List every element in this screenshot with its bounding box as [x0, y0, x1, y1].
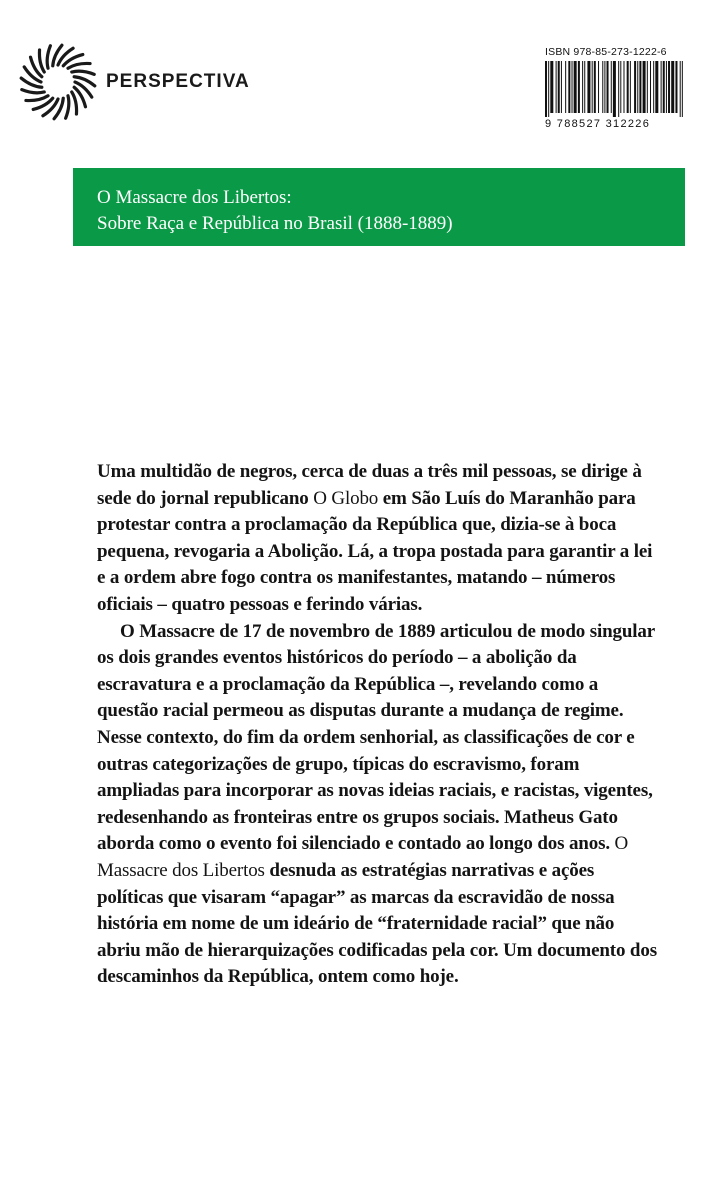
barcode-bar — [620, 61, 621, 113]
barcode-bar — [598, 61, 599, 113]
logo-ray — [72, 71, 94, 74]
barcode-bar — [592, 61, 593, 113]
barcode-bar — [572, 61, 573, 113]
barcode-bar — [568, 61, 570, 113]
barcode-bar — [663, 61, 665, 113]
isbn-barcode-block — [545, 46, 689, 130]
barcode-bar — [623, 61, 624, 113]
barcode-bar — [613, 61, 616, 117]
blurb-paragraph-2 — [97, 619, 657, 991]
logo-ray — [68, 63, 90, 68]
barcode-bar — [565, 61, 566, 113]
barcode-bar — [675, 61, 677, 113]
barcode-bar — [671, 61, 674, 113]
barcode-bar — [618, 61, 619, 117]
barcode-bar — [556, 61, 557, 113]
barcode-bar — [578, 61, 580, 113]
blurb-p1-text-a: Uma multidão de negros, cerca de duas a três mil pessoas, se dirige à sede do jornal republicano — [97, 461, 642, 509]
barcode-bar — [680, 61, 681, 117]
barcode-bar — [574, 61, 577, 113]
barcode-bar — [558, 61, 560, 113]
barcode-bar — [634, 61, 636, 113]
barcode-digits: 9 788527 312226 — [545, 118, 651, 130]
barcode-bar — [582, 61, 583, 113]
blurb-p2-text-a: O Massacre de 17 de novembro de 1889 articulou de modo singular os dois grandes eventos históricos do período – a abolição da escravatura e a proclamação da República –, revelando como a questão racial permeou as disputas durante a mudança de regime. Nesse contexto, do fim da ordem senhorial, as classificações de cor e outras categorizações de grupo, típicas do escravismo, foram ampliadas para incorporar as novas ideias raciais, e racistas, vigentes, redesenhando as fronteiras entre os grupos sociais. Matheus Gato aborda como o evento foi silenciado e contado ao longo dos anos. — [97, 620, 655, 855]
barcode-bar — [643, 61, 646, 113]
barcode-bar — [607, 61, 609, 113]
logo-ray — [72, 92, 77, 114]
barcode-graphic — [545, 61, 685, 117]
barcode-bar — [655, 61, 658, 113]
barcode-bar — [594, 61, 596, 113]
blurb-p1-text-c: em São Luís do Maranhão para protestar contra a proclamação da República que, dizia-se à boca pequena, revogaria a Abolição. Lá, a tropa postada para garantir a lei e a ordem abre fogo contra os manifestantes, matando – números oficiais – quatro pessoas e ferindo várias. — [97, 487, 653, 615]
barcode-bar — [545, 61, 547, 117]
barcode-bar — [611, 61, 612, 113]
blurb-p2-book-title: O Massacre dos Libertos — [97, 833, 629, 881]
radial-sunburst-logo-icon — [18, 42, 98, 122]
barcode-bar — [630, 61, 631, 113]
barcode-bar — [666, 61, 667, 113]
logo-ray — [22, 90, 44, 93]
barcode-bar — [650, 61, 651, 113]
barcode-bar — [604, 61, 605, 113]
barcode-bar — [561, 61, 562, 113]
barcode-bar — [627, 61, 629, 113]
barcode-bar — [647, 61, 648, 113]
barcode-bar — [550, 61, 553, 113]
barcode-bar — [637, 61, 638, 113]
barcode-bar — [661, 61, 662, 113]
blurb-p1-newspaper-title: O Globo — [313, 487, 379, 509]
title-line-1: O Massacre dos Libertos: — [97, 187, 292, 208]
barcode-bar — [584, 61, 585, 113]
logo-ray — [39, 50, 44, 72]
blurb-p2-text-c: desnuda as estratégias narrativas e ações políticas que visaram “apagar” as marcas da escravidão de nossa história em nome de um ideário de “fraternidade racial” que não abriu mão de hierarquizações codificadas pela cor. Um documento dos descaminhos da República, ontem como hoje. — [97, 859, 657, 988]
barcode-bar — [639, 61, 641, 113]
isbn-label: ISBN 978-85-273-1222-6 — [545, 46, 667, 58]
title-line-2: Sobre Raça e República no Brasil (1888-1889) — [97, 213, 453, 234]
logo-ray — [47, 46, 50, 68]
back-cover-blurb — [97, 459, 657, 991]
barcode-bar — [682, 61, 683, 117]
blurb-paragraph-1 — [97, 459, 657, 619]
barcode-bar — [668, 61, 670, 113]
barcode-bar — [587, 61, 590, 113]
publisher-name: PERSPECTIVA — [106, 71, 250, 92]
title-banner — [73, 168, 685, 246]
logo-ray — [26, 96, 48, 101]
barcode-bar — [548, 61, 549, 117]
barcode-bar — [602, 61, 603, 113]
barcode-bar — [653, 61, 654, 113]
logo-ray — [66, 96, 69, 118]
